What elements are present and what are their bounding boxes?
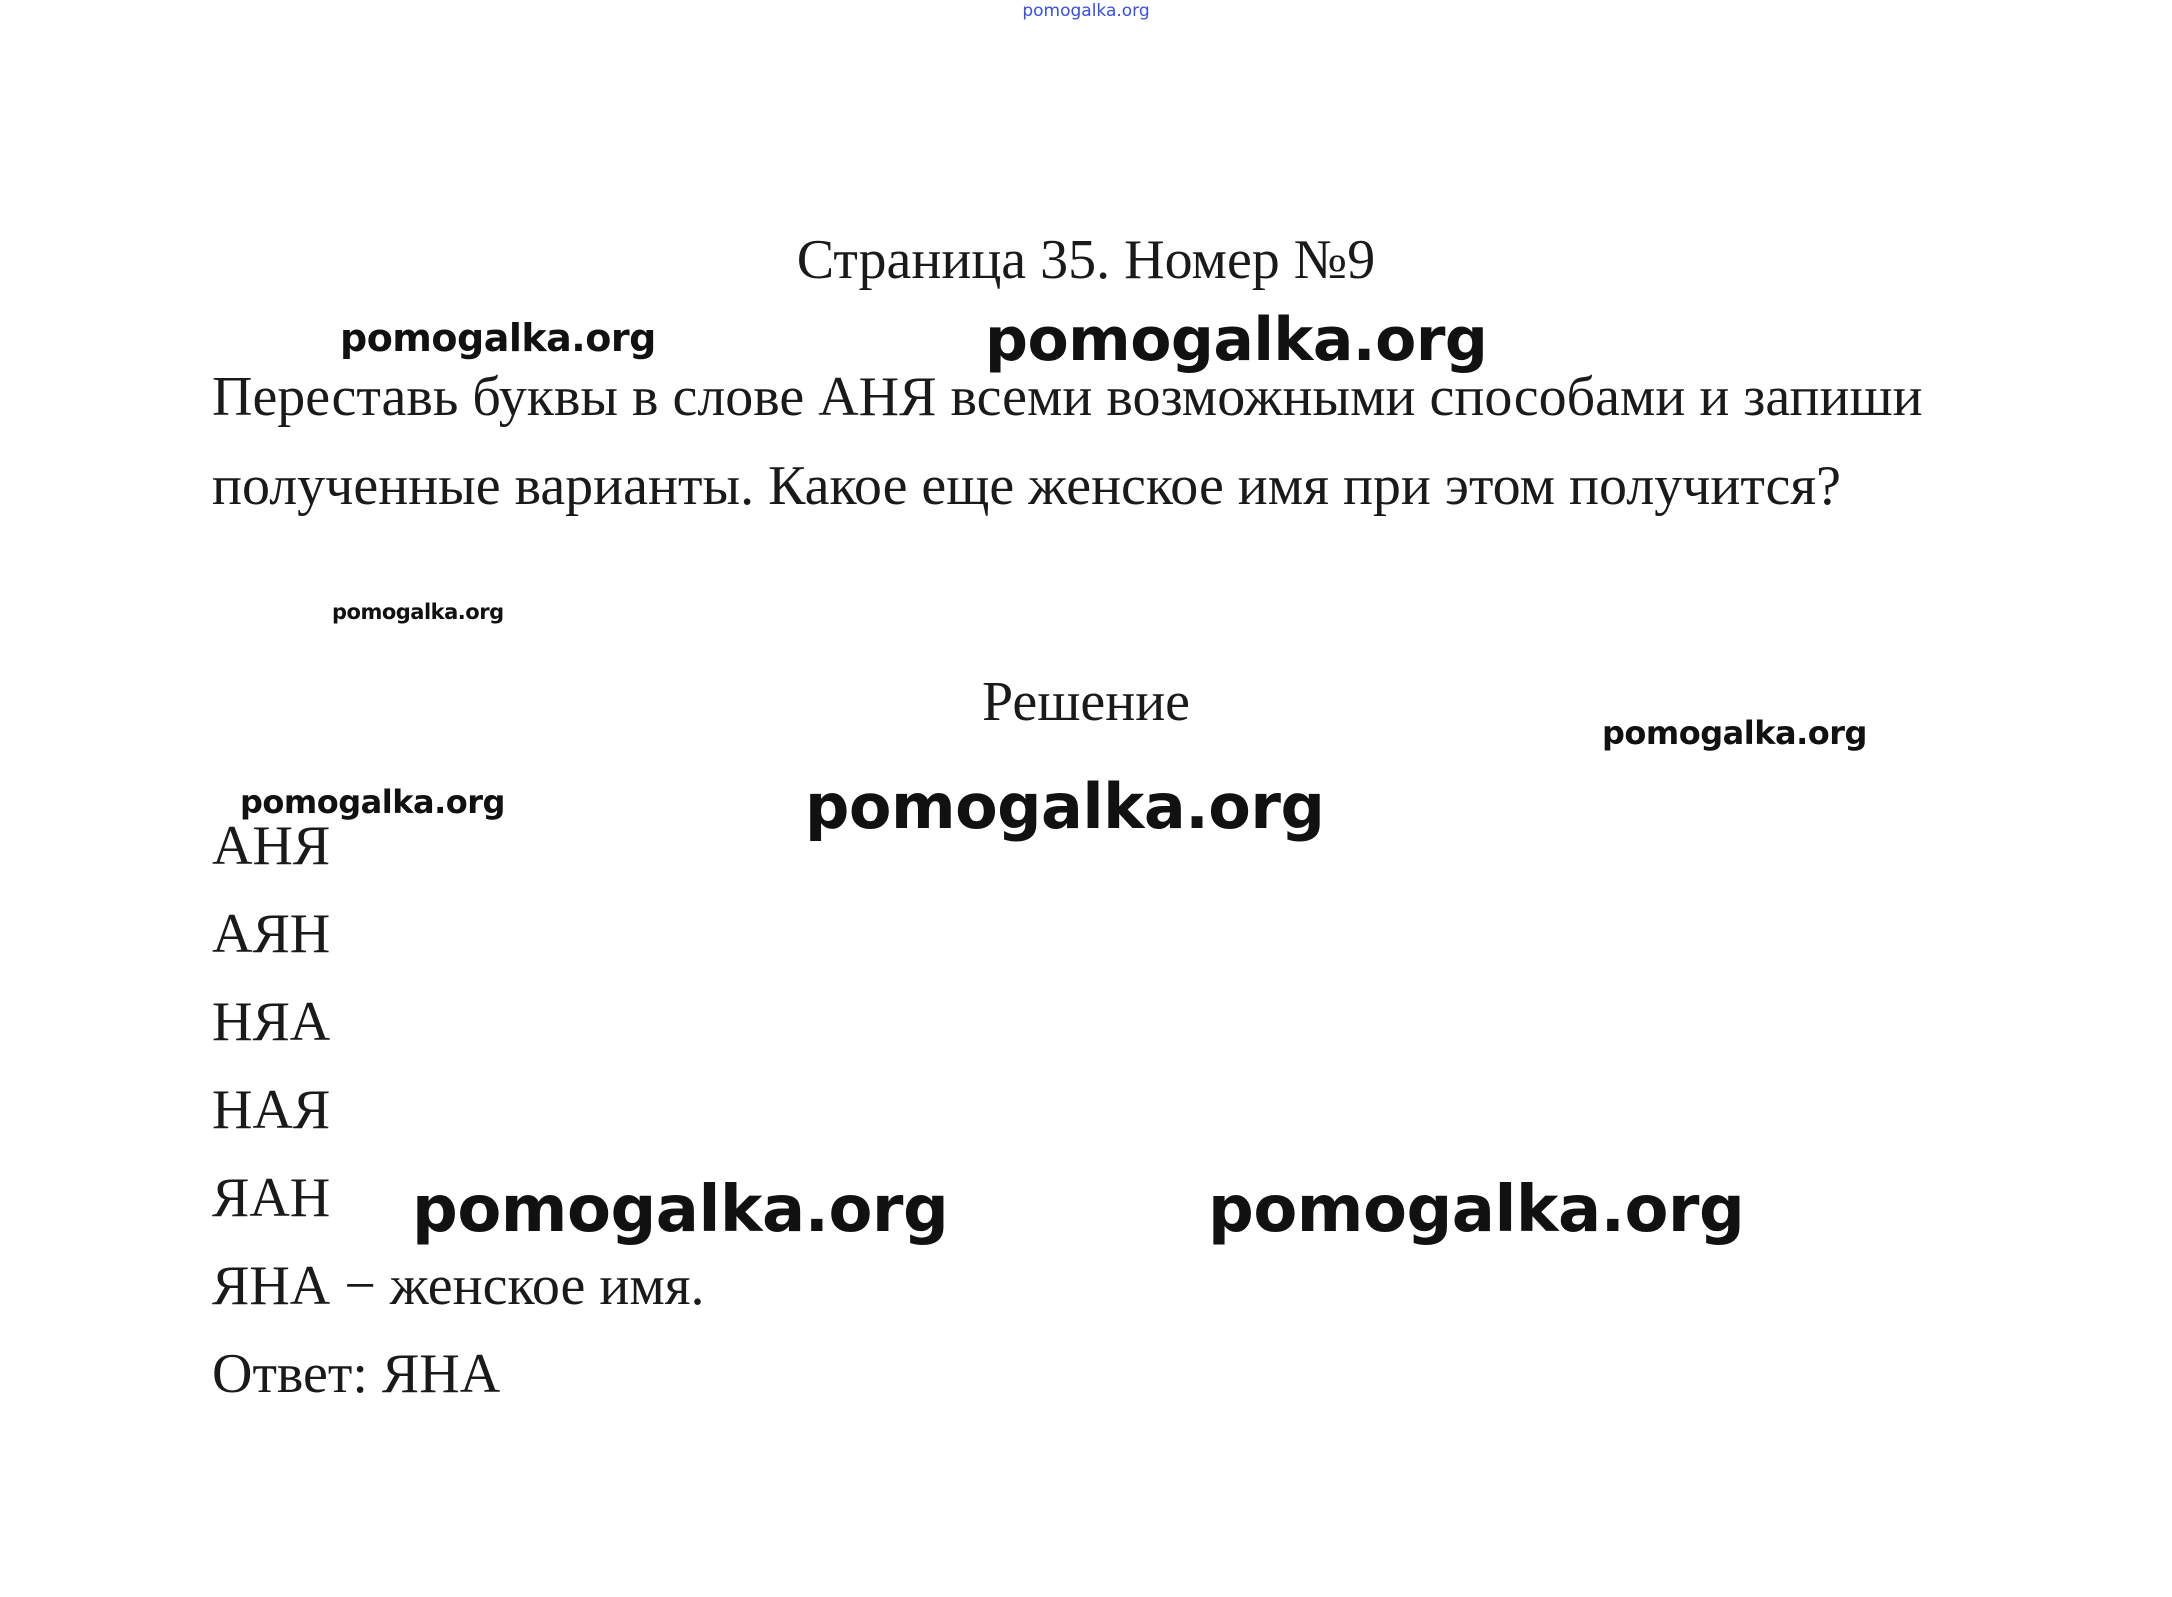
answer-line: НАЯ bbox=[212, 1079, 331, 1141]
top-watermark: pomogalka.org bbox=[1022, 1, 1150, 21]
answer-line: ЯАН bbox=[212, 1167, 331, 1229]
watermark: pomogalka.org bbox=[340, 316, 656, 360]
watermark: pomogalka.org bbox=[332, 600, 504, 624]
page-title: Страница 35. Номер №9 bbox=[796, 229, 1376, 291]
watermark: pomogalka.org bbox=[985, 305, 1488, 375]
watermark: pomogalka.org bbox=[240, 783, 505, 821]
solution-heading: Решение bbox=[981, 671, 1191, 733]
answer-line: НЯА bbox=[212, 991, 331, 1053]
watermark: pomogalka.org bbox=[1208, 1173, 1745, 1247]
answer-line: ЯНА − женское имя. bbox=[212, 1255, 705, 1317]
final-answer: Ответ: ЯНА bbox=[212, 1343, 501, 1405]
answer-line: АЯН bbox=[212, 903, 331, 965]
task-text: Переставь буквы в слове АНЯ всеми возможными способами и запиши полученные варианты. Какое еще женское имя при этом получится? bbox=[212, 366, 1923, 517]
answer-list bbox=[212, 802, 705, 1418]
watermark: pomogalka.org bbox=[412, 1173, 949, 1247]
watermark: pomogalka.org bbox=[805, 770, 1325, 843]
answer-line: АНЯ bbox=[212, 815, 331, 877]
watermark: pomogalka.org bbox=[1602, 714, 1867, 752]
